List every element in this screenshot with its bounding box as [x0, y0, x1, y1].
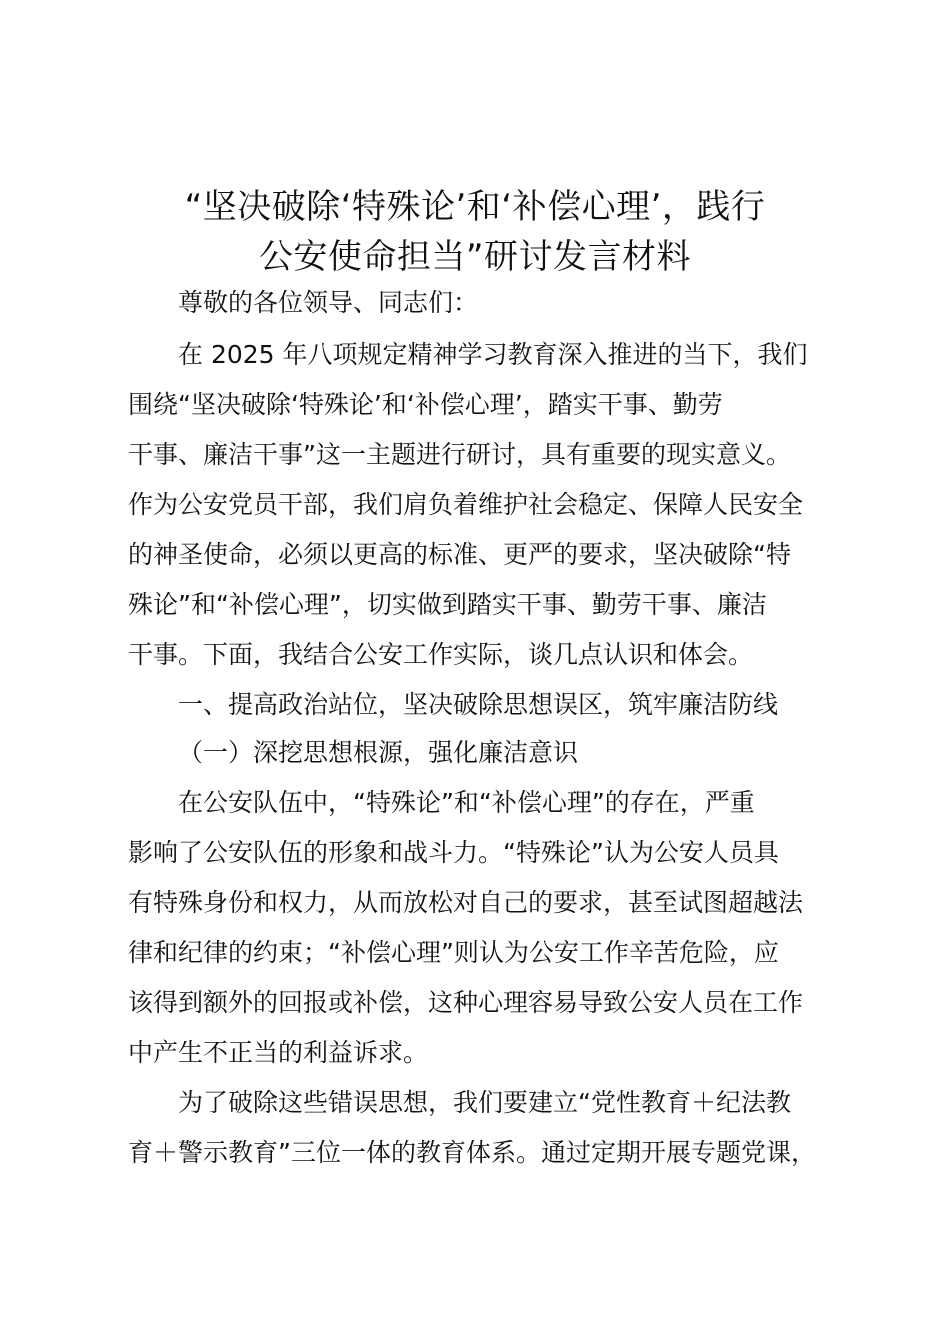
subsection-heading-1: （一）深挖思想根源，强化廉洁意识	[178, 738, 579, 767]
paragraph-3-line-2: 育＋警示教育”三位一体的教育体系。通过定期开展专题党课，	[128, 1138, 816, 1167]
paragraph-1-line-7: 干事。下面，我结合公安工作实际，谈几点认识和体会。	[128, 640, 754, 669]
document-title-line-1: “坚决破除‘特殊论’和‘补偿心理’，践行	[184, 187, 766, 227]
paragraph-2-line-4: 律和纪律的约束；“补偿心理”则认为公安工作辛苦危险，应	[128, 938, 779, 967]
paragraph-1-line-1: 在 2025 年八项规定精神学习教育深入推进的当下，我们	[178, 340, 808, 369]
paragraph-2-line-2: 影响了公安队伍的形象和战斗力。“特殊论”认为公安人员具	[128, 838, 779, 867]
paragraph-3-line-1: 为了破除这些错误思想，我们要建立“党性教育＋纪法教	[178, 1088, 791, 1117]
paragraph-2-line-5: 该得到额外的回报或补偿，这种心理容易导致公安人员在工作	[128, 988, 804, 1017]
paragraph-1-line-4: 作为公安党员干部，我们肩负着维护社会稳定、保障人民安全	[128, 490, 804, 519]
paragraph-2-line-3: 有特殊身份和权力，从而放松对自己的要求，甚至试图超越法	[128, 888, 804, 917]
paragraph-1-line-5: 的神圣使命，必须以更高的标准、更严的要求，坚决破除“特	[128, 540, 791, 569]
paragraph-1-line-6: 殊论”和“补偿心理”，切实做到踏实干事、勤劳干事、廉洁	[128, 590, 767, 619]
paragraph-2-line-6: 中产生不正当的利益诉求。	[128, 1038, 429, 1067]
paragraph-1-line-2: 围绕“坚决破除‘特殊论’和‘补偿心理’，踏实干事、勤劳	[128, 390, 723, 419]
paragraph-2-line-1: 在公安队伍中，“特殊论”和“补偿心理”的存在，严重	[178, 788, 755, 817]
salutation: 尊敬的各位领导、同志们：	[178, 288, 479, 317]
section-heading-1: 一、提高政治站位，坚决破除思想误区，筑牢廉洁防线	[178, 690, 779, 719]
document-title-line-2: 公安使命担当”研讨发言材料	[258, 237, 692, 277]
paragraph-1-line-3: 干事、廉洁干事”这一主题进行研讨，具有重要的现实意义。	[128, 440, 791, 469]
